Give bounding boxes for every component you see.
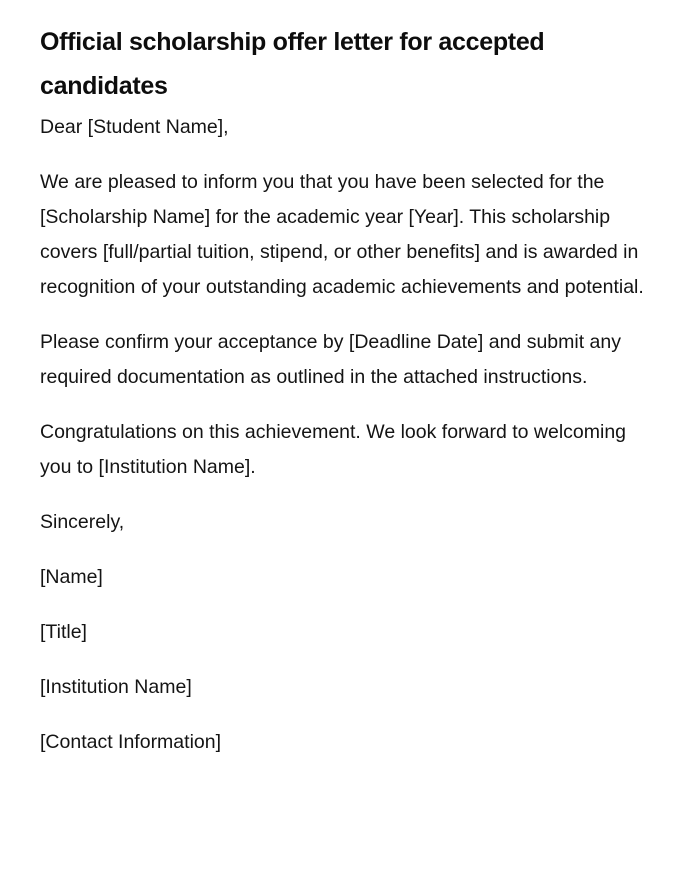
letter-paragraph-congratulations: Congratulations on this achievement. We look forward to welcoming you to [Institution Name]. xyxy=(40,421,627,478)
signature-name: [Name] xyxy=(40,566,103,588)
letter-salutation: Dear [Student Name], xyxy=(40,116,229,138)
letter-document xyxy=(40,20,650,780)
signature-contact: [Contact Information] xyxy=(40,731,222,753)
letter-paragraph-offer: We are pleased to inform you that you have been selected for the [Scholarship Name] for the academic year [Year]. This scholarship covers [full/partial tuition, stipend, or other benefits] and is awarded in recognition of your outstanding academic achievements and potential. xyxy=(40,171,644,298)
signature-title: [Title] xyxy=(40,621,87,643)
letter-closing: Sincerely, xyxy=(40,511,125,533)
letter-title: Official scholarship offer letter for accepted candidates xyxy=(40,28,545,100)
signature-institution: [Institution Name] xyxy=(40,676,192,698)
letter-paragraph-confirmation: Please confirm your acceptance by [Deadline Date] and submit any required documentation as outlined in the attached instructions. xyxy=(40,331,621,388)
